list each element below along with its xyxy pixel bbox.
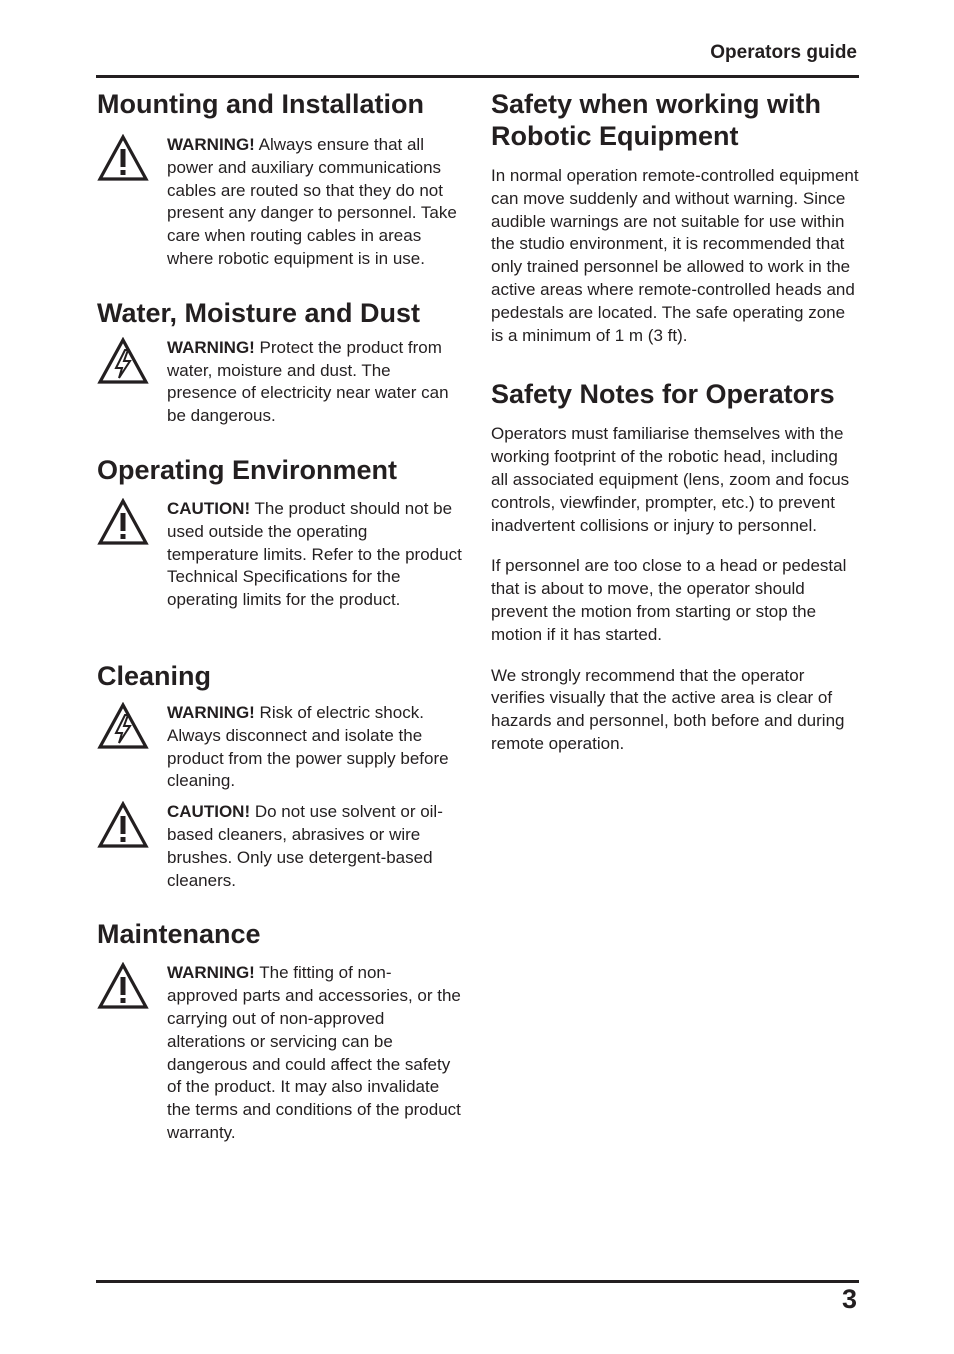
body-paragraph: If personnel are too close to a head or pedestal that is about to move, the operator should prevent the motion from starting or stop the motion if it has started. xyxy=(491,556,847,644)
notice-label: CAUTION! xyxy=(167,802,251,822)
notice-text xyxy=(167,801,462,892)
section-maintenance xyxy=(97,918,462,1144)
running-header: Operators guide xyxy=(710,42,857,63)
caution-notice xyxy=(97,801,462,892)
warning-triangle-icon xyxy=(97,498,149,612)
section-operating-environment xyxy=(97,454,462,612)
section-cleaning xyxy=(97,660,462,892)
notice-body: Risk of electric shock. Always disconnect and isolate the product from the power supply before cleaning. xyxy=(167,702,449,791)
warning-triangle-icon xyxy=(97,801,149,892)
electric-shock-icon xyxy=(97,702,149,793)
page-number: 3 xyxy=(841,1284,857,1314)
notice-body: Always ensure that all power and auxiliary communications cables are routed so that they do not present any danger to personnel. Take care when routing cables in areas where robotic equipment is in use. xyxy=(167,135,457,268)
notice-label: CAUTION! xyxy=(167,498,251,518)
notice-body: Protect the product from water, moisture and dust. The presence of electricity near water can be dangerous. xyxy=(167,337,449,426)
notice-body: Do not use solvent or oil-based cleaners, abrasives or wire brushes. Only use detergent-based cleaners. xyxy=(167,802,443,890)
notice-text xyxy=(167,337,462,428)
body-paragraph: We strongly recommend that the operator verifies visually that the active area is clear of hazards and personnel, both before and during remote operation. xyxy=(491,665,845,753)
section-water xyxy=(97,297,462,428)
notice-text xyxy=(167,134,462,271)
warning-triangle-icon xyxy=(97,962,149,1144)
section-heading: Cleaning xyxy=(97,660,212,691)
section-robotic-safety xyxy=(491,88,859,347)
section-operator-safety xyxy=(491,378,859,755)
notice-label: WARNING! xyxy=(167,337,255,357)
warning-notice xyxy=(97,134,462,271)
body-paragraph: In normal operation remote-controlled equipment can move suddenly and without warning. Since audible warnings are not suitable for use within the studio environment, it is recommended that only trained personnel be allowed to work in the active areas where remote-controlled heads and pedestals are located. The safe operating zone is a minimum of 1 m (3 ft). xyxy=(491,166,859,345)
warning-notice xyxy=(97,702,462,793)
section-heading: Water, Moisture and Dust xyxy=(97,297,421,328)
notice-text xyxy=(167,962,462,1144)
section-mounting xyxy=(97,88,462,271)
notice-label: WARNING! xyxy=(167,135,255,154)
section-heading: Operating Environment xyxy=(97,454,398,485)
notice-label: WARNING! xyxy=(167,963,255,983)
electric-shock-icon xyxy=(97,337,149,428)
left-column xyxy=(97,88,462,1145)
section-heading: Safety when working with Robotic Equipment xyxy=(491,89,822,151)
warning-notice xyxy=(97,962,462,1144)
caution-notice xyxy=(97,498,462,612)
section-heading: Safety Notes for Operators xyxy=(491,379,835,410)
header-rule xyxy=(96,75,859,78)
body-paragraph: Operators must familiarise themselves with the working footprint of the robotic head, including all associated equipment (lens, zoom and focus controls, viewfinder, prompter, etc.) to prevent inadvertent collisions or injury to personnel. xyxy=(491,424,850,535)
notice-text xyxy=(167,498,462,612)
warning-notice xyxy=(97,337,462,428)
section-heading: Mounting and Installation xyxy=(97,89,424,119)
section-heading: Maintenance xyxy=(97,919,261,950)
notice-label: WARNING! xyxy=(167,702,255,722)
right-column xyxy=(491,88,859,756)
footer-rule xyxy=(96,1280,859,1283)
notice-body: The fitting of non-approved parts and accessories, or the carrying out of non-approved alterations or servicing can be dangerous and could affect the safety of the product. It may also invalidate the terms and conditions of the product warranty. xyxy=(167,963,461,1142)
warning-triangle-icon xyxy=(97,134,149,271)
notice-text xyxy=(167,702,462,793)
notice-body: The product should not be used outside the operating temperature limits. Refer to the product Technical Specifications for the operating limits for the product. xyxy=(167,498,462,610)
